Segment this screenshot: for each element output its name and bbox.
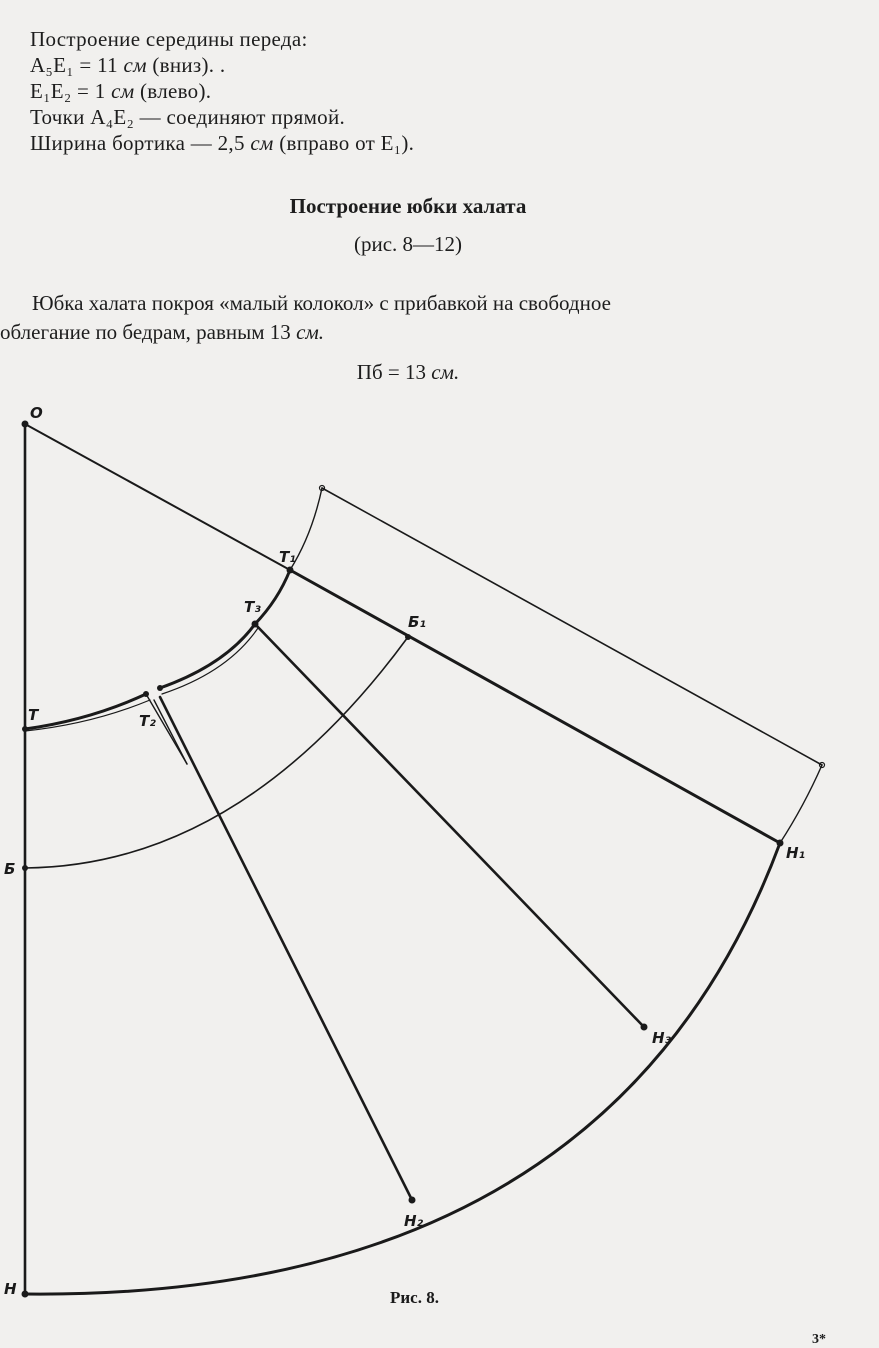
line-t3-h3 [255, 624, 644, 1027]
instructions-heading: Построение середины переда: [30, 27, 308, 51]
point-t1 [287, 567, 294, 574]
page-number: 3* [812, 1332, 826, 1347]
instruction-line-bort: Ширина бортика — 2,5 см (вправо от E₁). [30, 131, 415, 155]
label-t2: Т₂ [139, 712, 156, 730]
dart-line-b [154, 700, 187, 764]
label-t1: Т₁ [279, 548, 296, 566]
label-h2: Н₂ [404, 1212, 424, 1230]
line-o-t1 [25, 424, 290, 570]
label-b1: Б₁ [408, 613, 427, 631]
hip-arc-b-b1 [25, 637, 408, 868]
label-t: Т [28, 706, 39, 724]
section-title: Построение юбки халата [289, 194, 527, 218]
extension-arc-right [780, 765, 822, 843]
section-subtitle: (рис. 8—12) [353, 232, 463, 256]
point-h [22, 1291, 29, 1298]
hem-arc-h-h1 [25, 843, 780, 1294]
point-h2 [409, 1197, 416, 1204]
paragraph-line-1: Юбка халата покроя «малый колокол» с прибавкой на свободное [32, 291, 611, 315]
label-b: Б [4, 860, 16, 878]
point-t3 [252, 621, 259, 628]
point-t [22, 726, 28, 732]
instruction-line-e1e2: E₁E₂ = 1 см (влево). [30, 79, 212, 103]
instruction-line-a5e1: A₅E₁ = 11 см (вниз). . [30, 53, 226, 77]
allowance-formula: Пб = 13 см. [356, 360, 460, 384]
waist-arc-t2-t1 [160, 570, 290, 688]
point-t2b [157, 685, 163, 691]
label-t3: Т₃ [244, 598, 261, 616]
point-o [22, 421, 29, 428]
figure-caption: Рис. 8. [390, 1288, 439, 1307]
waist-arc-t-t2 [25, 694, 146, 729]
label-h3: Н₃ [652, 1029, 672, 1047]
point-t2a [143, 691, 149, 697]
point-b1 [405, 634, 411, 640]
instruction-line-points: Точки A₄E₂ — соединяют прямой. [30, 105, 346, 129]
label-o: О [30, 404, 43, 422]
label-h: Н [4, 1280, 17, 1298]
point-h1 [777, 840, 784, 847]
label-h1: Н₁ [786, 844, 806, 862]
line-t2-h2 [160, 697, 412, 1200]
point-b [22, 865, 28, 871]
extension-line-top [322, 488, 822, 765]
point-h3 [641, 1024, 648, 1031]
line-t1-h1 [290, 570, 780, 843]
paragraph-line-2: облегание по бедрам, равным 13 см. [0, 320, 325, 344]
